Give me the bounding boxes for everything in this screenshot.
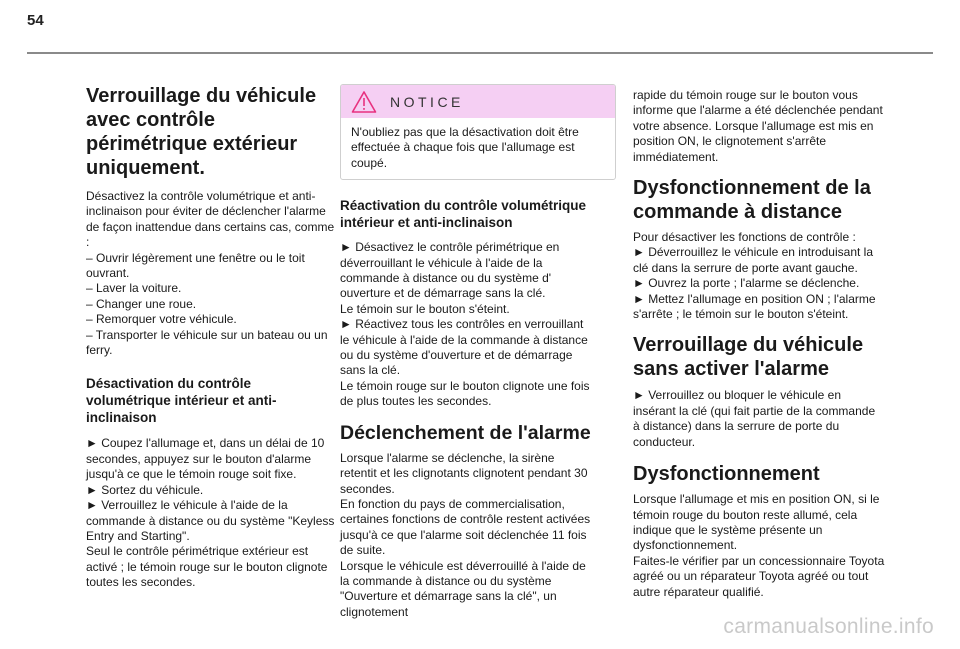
deactivation-steps: ► Coupez l'allumage et, dans un délai de 10 secondes, appuyez sur le bouton d'alarme jusqu'à ce que le témoin rouge soit fixe. ► Sortez du véhicule. ► Verrouillez le véhicule à l'aide de la commande à distance ou du système "Keyless Entry and Starting". Seul le contrôle périmétrique extérieur est activé ; le témoin rouge sur le bouton clignote toutes les secondes. <box>86 436 335 590</box>
column-1 <box>86 84 338 591</box>
remote-malfunction-text: Pour désactiver les fonctions de contrôle : ► Déverrouillez le véhicule en introduisant la clé dans la serrure de porte avant gauche. ► Ouvrez la porte ; l'alarme se déclenche. ► Mettez l'allumage en position ON ; l'alarme s'arrête ; le témoin sur le bouton s'éteint. <box>633 230 876 322</box>
watermark: carmanualsonline.info <box>723 615 934 638</box>
lock-without-alarm-text: ► Verrouillez ou bloquer le véhicule en insérant la clé (qui fait partie de la commande à distance) dans la serrure de porte du conducteur. <box>633 388 876 449</box>
notice-title: NOTICE <box>390 93 464 110</box>
section-title-perimeter-lock: Verrouillage du véhicule avec contrôle périmétrique extérieur uniquement. <box>86 85 317 179</box>
heading-lock-without-alarm: Verrouillage du véhicule sans activer l'alarme <box>633 334 864 381</box>
page-number: 54 <box>27 12 44 29</box>
heading-remote-malfunction: Dysfonctionnement de la commande à distance <box>633 177 871 224</box>
notice-box <box>340 84 616 180</box>
subheading-deactivation: Désactivation du contrôle volumétrique intérieur et anti-inclinaison <box>86 376 277 426</box>
malfunction-text: Lorsque l'allumage et mis en position ON, si le témoin rouge du bouton reste allumé, cela indique que le système présente un dysfonctionnement. Faites-le vérifier par un concessionnaire Toyota agréé ou un réparateur Toyota agréé ou tout autre réparateur qualifié. <box>633 492 885 599</box>
notice-text: N'oubliez pas que la désactivation doit être effectuée à chaque fois que l'allumage est coupé. <box>351 125 579 170</box>
header-rule <box>27 52 933 54</box>
column-2 <box>340 84 592 620</box>
heading-malfunction: Dysfonctionnement <box>633 463 820 486</box>
subheading-reactivation: Réactivation du contrôle volumétrique intérieur et anti-inclinaison <box>340 198 587 231</box>
continuation-text: rapide du témoin rouge sur le bouton vous informe que l'alarme a été déclenchée pendant votre absence. Lorsque l'allumage est mis en position ON, le clignotement s'arrête immédiatement. <box>633 88 883 164</box>
column-3 <box>633 88 885 600</box>
intro-text: Désactivez la contrôle volumétrique et anti-inclinaison pour éviter de déclencher l'alarme de façon inattendue dans certains cas, comme : – Ouvrir légèrement une fenêtre ou le toit ouvrant. – Laver la voiture. – Changer une roue. – Remorquer votre véhicule. – Transporter le véhicule sur un bateau ou un ferry. <box>86 189 335 358</box>
notice-header <box>341 85 615 118</box>
reactivation-text: ► Désactivez le contrôle périmétrique en déverrouillant le véhicule à l'aide de la commande à distance ou du système d' ouverture et de démarrage sans la clé. Le témoin sur le bouton s'éteint. ► Réactivez tous les contrôles en verrouillant le véhicule à l'aide de la commande à distance ou du système d'ouverture et de démarrage sans la clé. Le témoin rouge sur le bouton clignote une fois de plus toutes les secondes. <box>340 240 590 409</box>
heading-alarm-triggering: Déclenchement de l'alarme <box>340 421 591 444</box>
alarm-triggering-text: Lorsque l'alarme se déclenche, la sirène retentit et les clignotants clignotent pendant 30 secondes. En fonction du pays de commercialisation, certaines fonctions de contrôle restent activées jusqu'à ce que l'alarme soit déclenchée 11 fois de suite. Lorsque le véhicule est déverrouillé à l'aide de la commande à distance ou du système "Ouverture et démarrage sans la clé", un clignotement <box>340 450 591 619</box>
warning-triangle-icon <box>351 90 377 114</box>
